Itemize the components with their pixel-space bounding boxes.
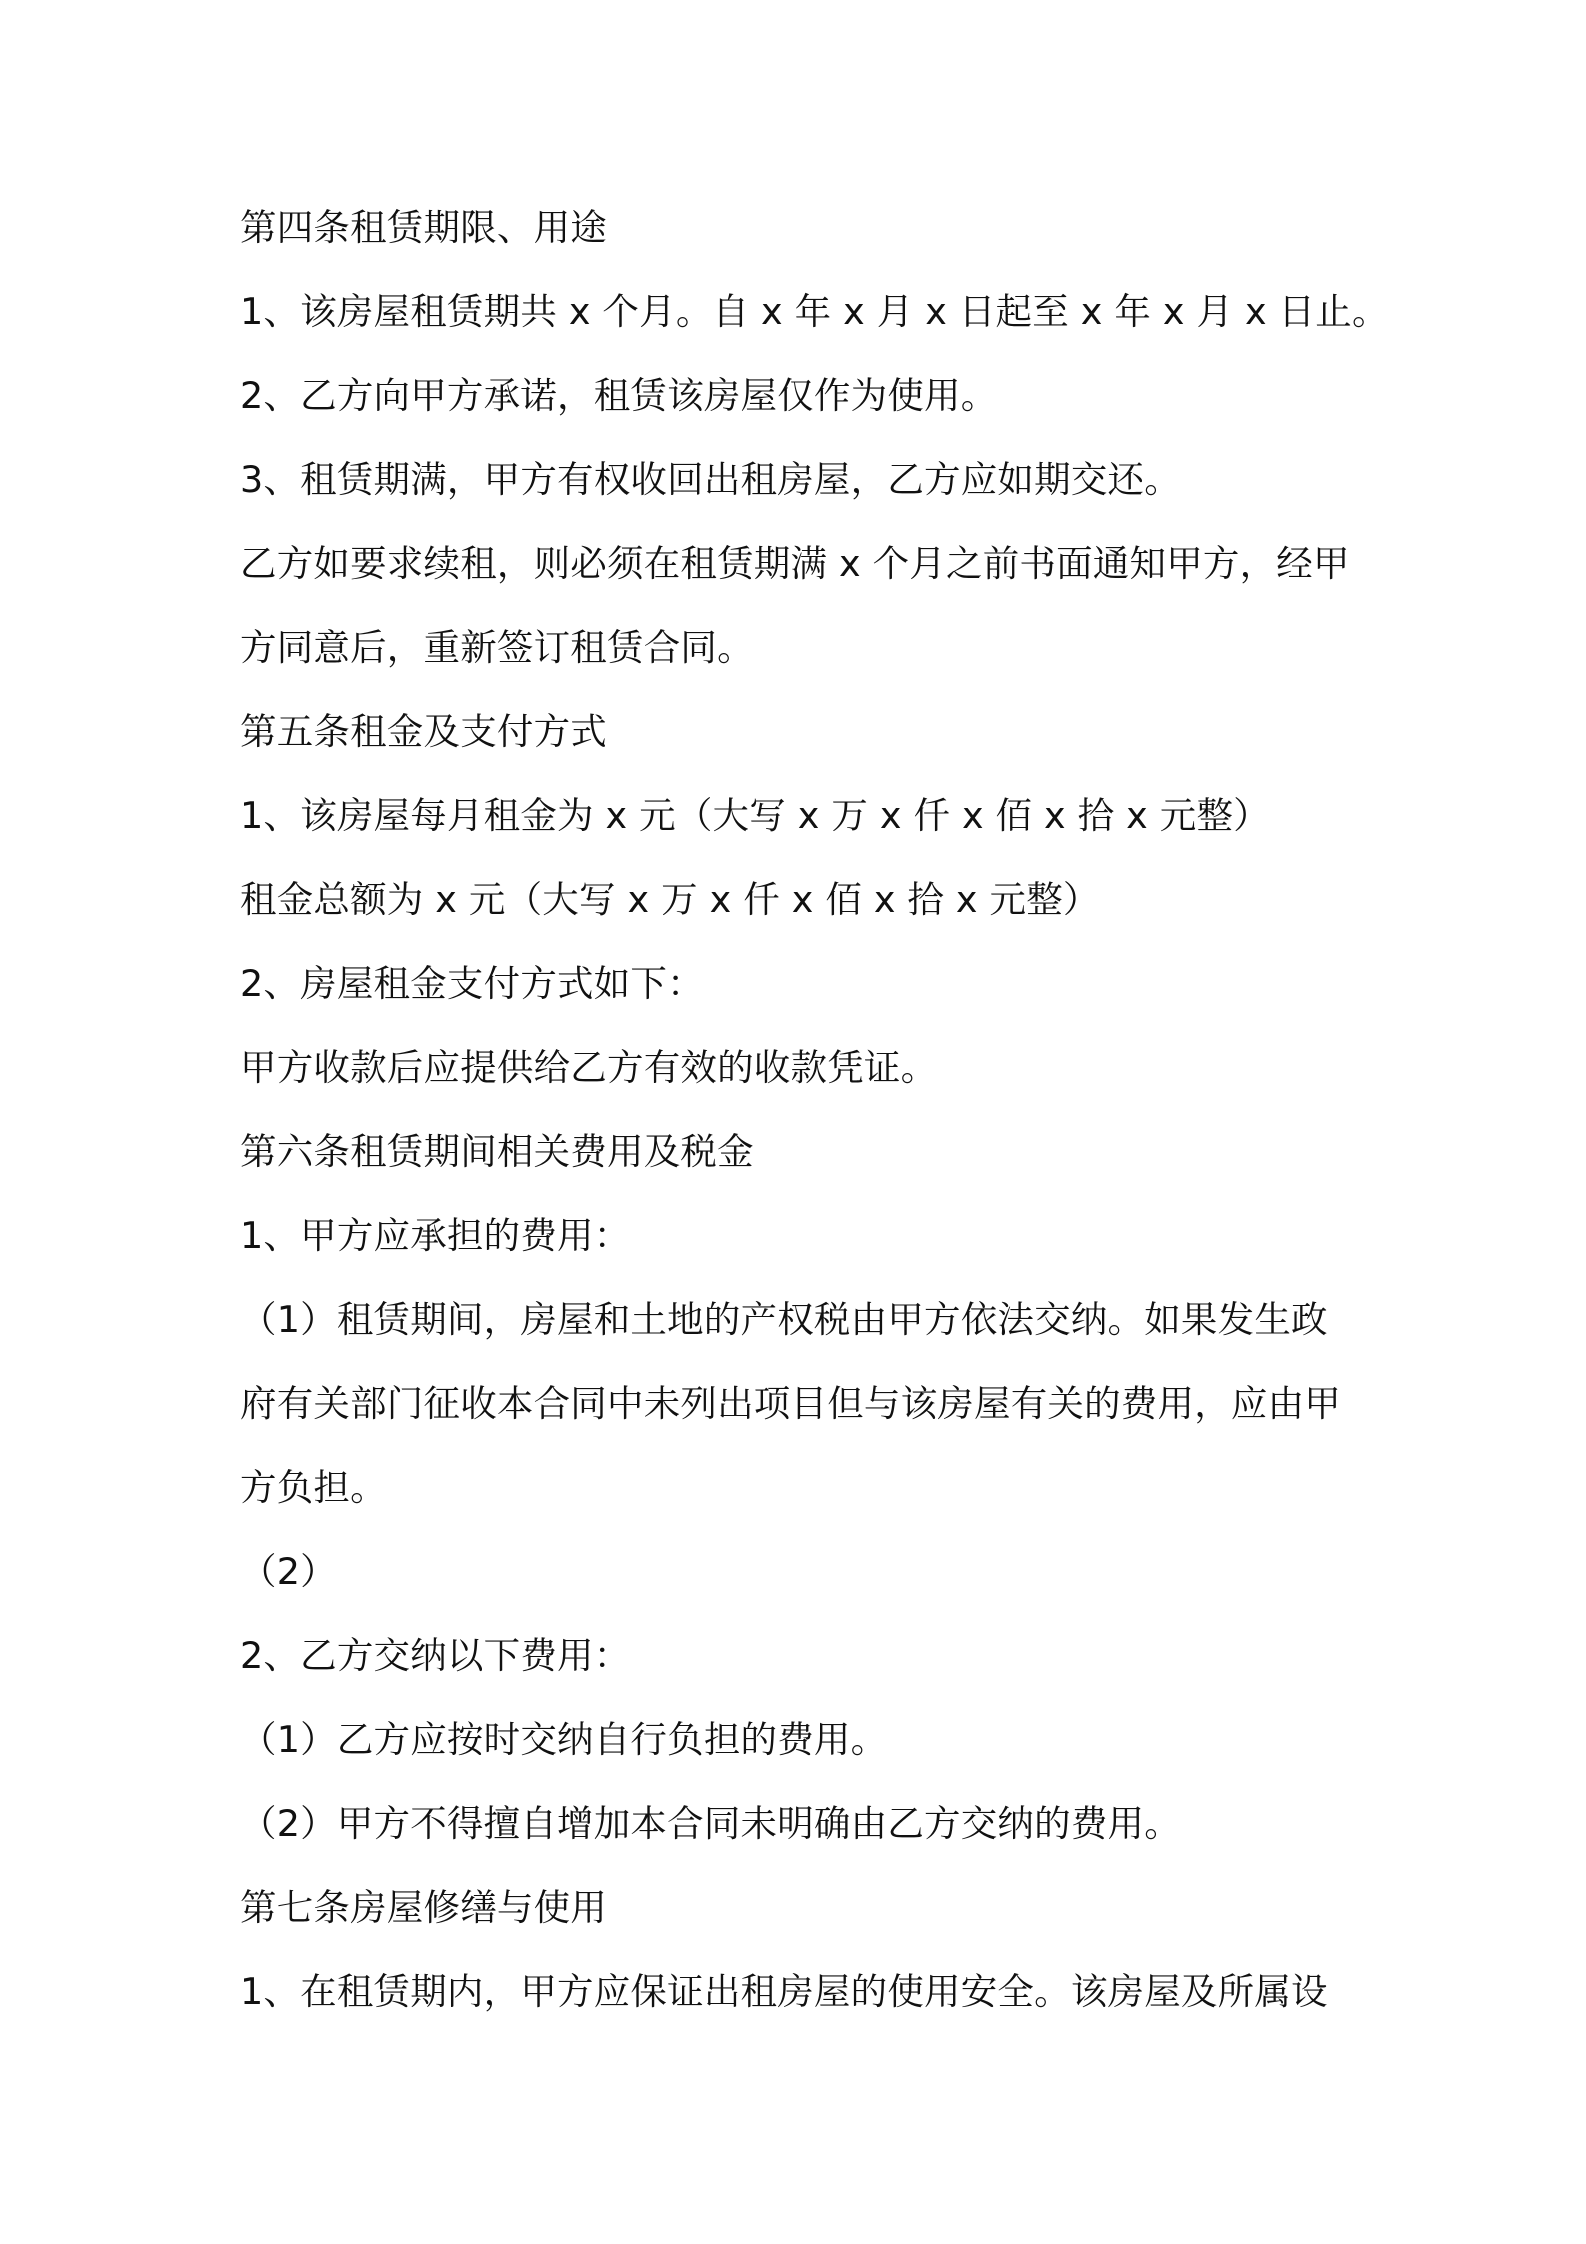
paragraph-line: （1）租赁期间，房屋和土地的产权税由甲方依法交纳。如果发生政 bbox=[240, 1298, 1328, 1341]
paragraph-line: 3、租赁期满，甲方有权收回出租房屋，乙方应如期交还。 bbox=[240, 458, 1181, 501]
paragraph-line: 1、该房屋每月租金为 x 元（大写 x 万 x 仟 x 佰 x 拾 x 元整） bbox=[240, 794, 1270, 837]
paragraph-line: 1、甲方应承担的费用： bbox=[240, 1214, 631, 1257]
paragraph-line: （2） bbox=[240, 1550, 337, 1593]
paragraph-line: 方负担。 bbox=[240, 1466, 387, 1509]
paragraph-line: 甲方收款后应提供给乙方有效的收款凭证。 bbox=[240, 1046, 938, 1089]
article-4-heading: 第四条租赁期限、用途 bbox=[240, 206, 607, 249]
paragraph-line: 1、该房屋租赁期共 x 个月。自 x 年 x 月 x 日起至 x 年 x 月 x 日止。 bbox=[240, 290, 1389, 333]
paragraph-line: 2、房屋租金支付方式如下： bbox=[240, 962, 704, 1005]
paragraph-line: 府有关部门征收本合同中未列出项目但与该房屋有关的费用，应由甲 bbox=[240, 1382, 1341, 1425]
paragraph-line: 方同意后，重新签订租赁合同。 bbox=[240, 626, 754, 669]
article-7-heading: 第七条房屋修缮与使用 bbox=[240, 1886, 607, 1929]
paragraph-line: 1、在租赁期内，甲方应保证出租房屋的使用安全。该房屋及所属设 bbox=[240, 1970, 1328, 2013]
paragraph-line: 乙方如要求续租，则必须在租赁期满 x 个月之前书面通知甲方，经甲 bbox=[240, 542, 1350, 585]
paragraph-line: 2、乙方交纳以下费用： bbox=[240, 1634, 631, 1677]
article-6-heading: 第六条租赁期间相关费用及税金 bbox=[240, 1130, 754, 1173]
paragraph-line: （2）甲方不得擅自增加本合同未明确由乙方交纳的费用。 bbox=[240, 1802, 1181, 1845]
paragraph-line: 2、乙方向甲方承诺，租赁该房屋仅作为使用。 bbox=[240, 374, 998, 417]
article-5-heading: 第五条租金及支付方式 bbox=[240, 710, 607, 753]
paragraph-line: （1）乙方应按时交纳自行负担的费用。 bbox=[240, 1718, 888, 1761]
paragraph-line: 租金总额为 x 元（大写 x 万 x 仟 x 佰 x 拾 x 元整） bbox=[240, 878, 1100, 921]
